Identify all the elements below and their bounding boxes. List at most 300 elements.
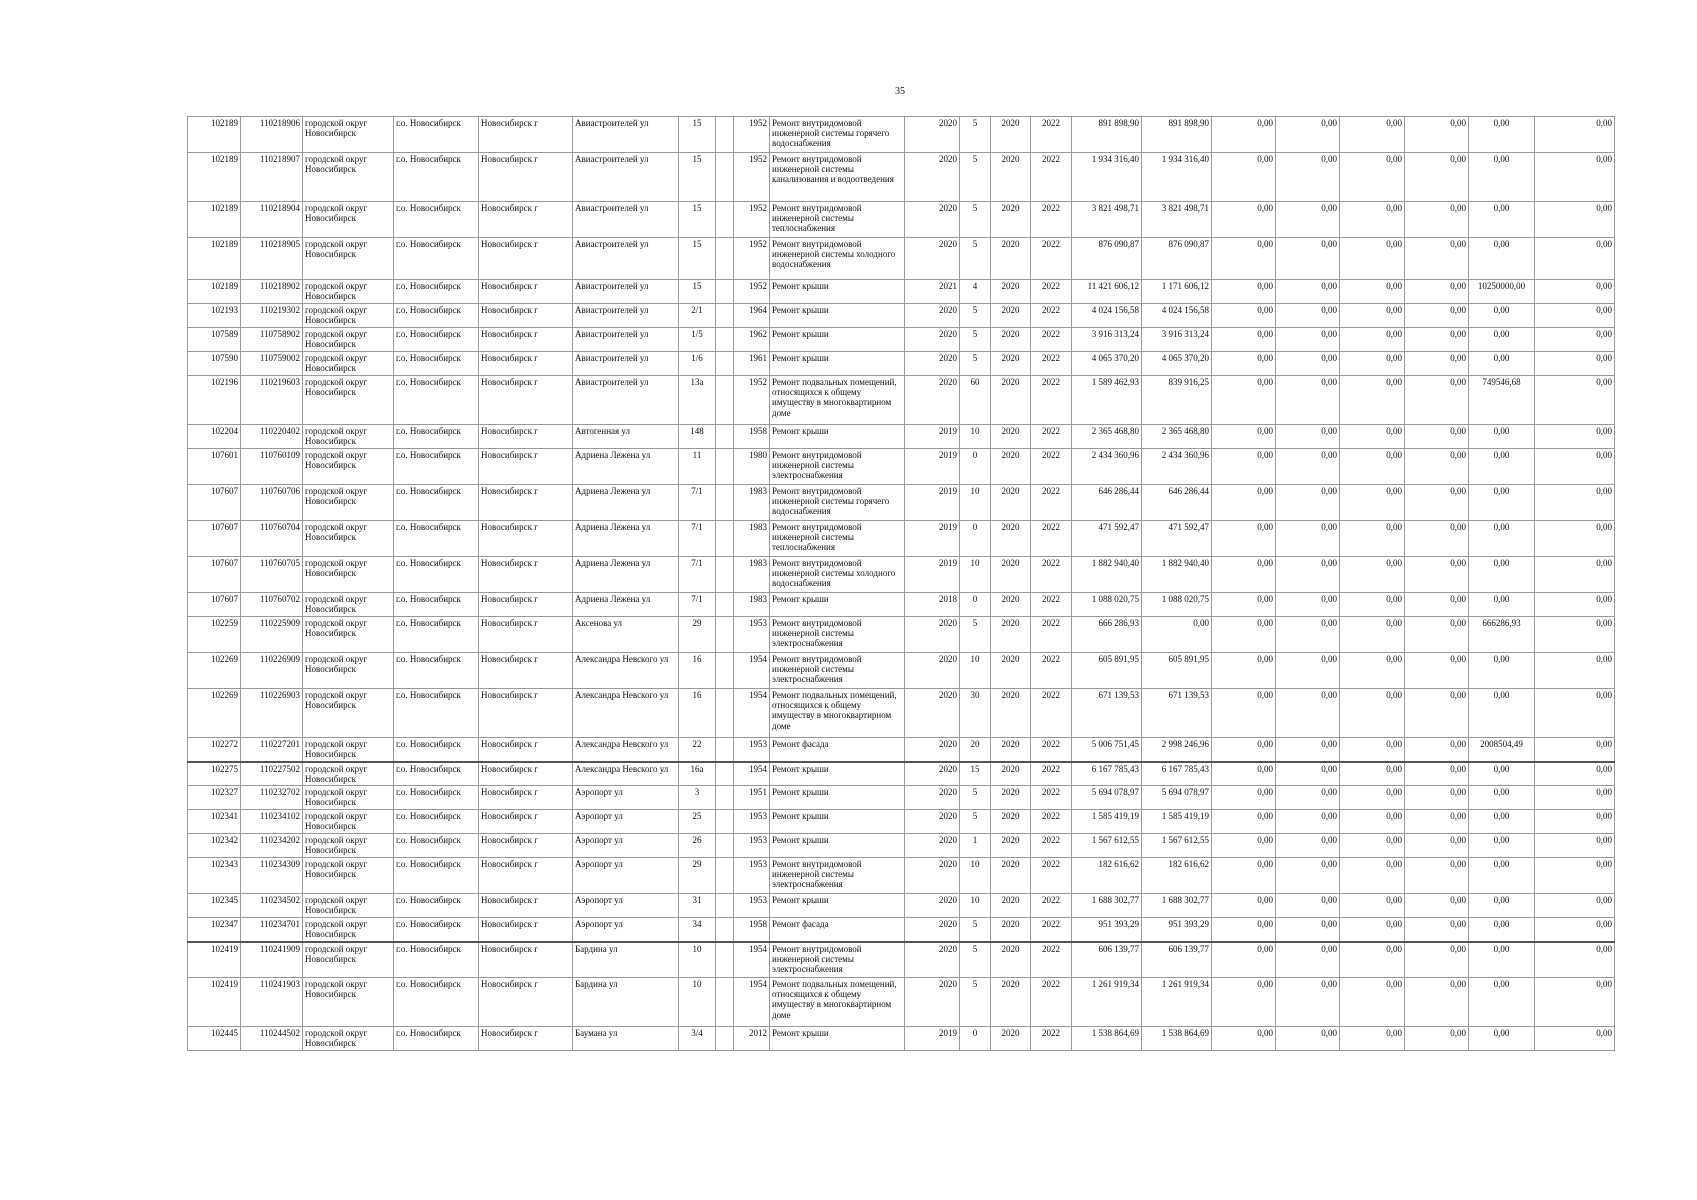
cell-extra-funds: 0,00 [1535,425,1615,449]
cell-start-year: 2020 [991,738,1031,762]
cell-end-year: 2022 [1031,425,1072,449]
table-row [188,834,1615,858]
table-row [188,617,1615,653]
cell-budget-regional: 0,00 [1276,304,1340,328]
cell-housing [716,653,734,689]
cell-total-cost: 3 821 498,71 [1072,202,1142,238]
cell-locality: Новосибирск г [479,238,573,280]
cell-budget-local: 0,00 [1340,858,1405,894]
cell-end-year: 2022 [1031,1027,1072,1051]
cell-end-year: 2022 [1031,153,1072,202]
cell-municipal-short: г.о. Новосибирск [394,653,479,689]
cell-extra-funds: 0,00 [1535,449,1615,485]
cell-budget-local: 0,00 [1340,376,1405,425]
table-row [188,1027,1615,1051]
cell-municipal-short: г.о. Новосибирск [394,617,479,653]
table-row [188,117,1615,153]
cell-work-code: 110218902 [241,280,303,304]
cell-build-year: 1958 [734,918,770,942]
cell-municipal-short: г.о. Новосибирск [394,894,479,918]
cell-work-type: Ремонт подвальных помещений, относящихся к общему имуществу в многоквартирном доме [770,978,905,1027]
cell-street: Авиастроителей ул [573,153,679,202]
cell-budget-local: 0,00 [1340,738,1405,762]
cell-street: Аэропорт ул [573,786,679,810]
cell-work-code: 110758902 [241,328,303,352]
cell-system-code: 102196 [188,376,241,425]
cell-extra-funds: 0,00 [1535,738,1615,762]
cell-street: Аксенова ул [573,617,679,653]
cell-work-code: 110232702 [241,786,303,810]
cell-system-code: 107589 [188,328,241,352]
cell-total-cost: 1 261 919,34 [1072,978,1142,1027]
cell-plan-year: 2020 [905,810,960,834]
cell-municipality: городской округ Новосибирск [303,1027,394,1051]
cell-owner-funds: 0,00 [1469,238,1535,280]
cell-end-year: 2022 [1031,978,1072,1027]
cell-work-type: Ремонт внутридомовой инженерной системы электроснабжения [770,653,905,689]
cell-extra-funds: 0,00 [1535,238,1615,280]
cell-municipal-short: г.о. Новосибирск [394,978,479,1027]
cell-other-source: 0,00 [1405,376,1469,425]
cell-house: 29 [679,617,716,653]
cell-locality: Новосибирск г [479,449,573,485]
cell-budget-local: 0,00 [1340,352,1405,376]
cell-house: 11 [679,449,716,485]
cell-work-type: Ремонт внутридомовой инженерной системы электроснабжения [770,942,905,978]
cell-work-code: 110219603 [241,376,303,425]
table-row [188,153,1615,202]
cell-system-code: 102272 [188,738,241,762]
cell-build-year: 1951 [734,786,770,810]
cell-budget-local: 0,00 [1340,834,1405,858]
cell-owner-funds: 0,00 [1469,449,1535,485]
cell-end-year: 2022 [1031,304,1072,328]
cell-locality: Новосибирск г [479,202,573,238]
cell-other-source: 0,00 [1405,485,1469,521]
cell-municipality: городской округ Новосибирск [303,786,394,810]
table-row [188,376,1615,425]
cell-municipality: городской округ Новосибирск [303,834,394,858]
cell-work-code: 110219302 [241,304,303,328]
cell-budget-regional: 0,00 [1276,280,1340,304]
cell-total-cost: 6 167 785,43 [1072,762,1142,786]
cell-work-type: Ремонт крыши [770,328,905,352]
cell-budget-federal: 0,00 [1212,485,1276,521]
cell-plan-year: 2019 [905,449,960,485]
cell-owner-funds: 0,00 [1469,978,1535,1027]
cell-plan-year: 2019 [905,521,960,557]
cell-municipal-short: г.о. Новосибирск [394,425,479,449]
cell-plan-year: 2020 [905,304,960,328]
cell-housing [716,858,734,894]
cell-owner-funds: 666286,93 [1469,617,1535,653]
cell-budget-regional: 0,00 [1276,238,1340,280]
cell-other-source: 0,00 [1405,557,1469,593]
cell-budget-federal: 0,00 [1212,858,1276,894]
cell-locality: Новосибирск г [479,918,573,942]
cell-wear-percent: 5 [960,202,991,238]
cell-other-source: 0,00 [1405,352,1469,376]
cell-build-year: 1961 [734,352,770,376]
cell-build-year: 1983 [734,485,770,521]
cell-municipality: городской округ Новосибирск [303,202,394,238]
cell-work-code: 110227201 [241,738,303,762]
cell-house: 7/1 [679,485,716,521]
cell-housing [716,449,734,485]
cell-street: Адриена Лежена ул [573,449,679,485]
cell-fund-cost: 891 898,90 [1142,117,1212,153]
cell-start-year: 2020 [991,557,1031,593]
cell-housing [716,521,734,557]
cell-municipal-short: г.о. Новосибирск [394,738,479,762]
cell-total-cost: 11 421 606,12 [1072,280,1142,304]
cell-owner-funds: 0,00 [1469,689,1535,738]
cell-total-cost: 605 891,95 [1072,653,1142,689]
cell-street: Авиастроителей ул [573,280,679,304]
cell-street: Аэропорт ул [573,810,679,834]
cell-budget-local: 0,00 [1340,593,1405,617]
cell-start-year: 2020 [991,617,1031,653]
cell-wear-percent: 5 [960,978,991,1027]
cell-street: Адриена Лежена ул [573,521,679,557]
cell-build-year: 1953 [734,894,770,918]
cell-budget-federal: 0,00 [1212,786,1276,810]
cell-municipal-short: г.о. Новосибирск [394,376,479,425]
cell-budget-local: 0,00 [1340,617,1405,653]
page-number: 35 [895,86,905,97]
table-row [188,449,1615,485]
cell-house: 3/4 [679,1027,716,1051]
cell-locality: Новосибирск г [479,834,573,858]
cell-system-code: 102342 [188,834,241,858]
cell-work-type: Ремонт крыши [770,894,905,918]
cell-start-year: 2020 [991,689,1031,738]
cell-work-code: 110241903 [241,978,303,1027]
cell-work-code: 110760702 [241,593,303,617]
cell-work-type: Ремонт подвальных помещений, относящихся к общему имуществу в многоквартирном доме [770,376,905,425]
cell-plan-year: 2020 [905,978,960,1027]
cell-total-cost: 1 088 020,75 [1072,593,1142,617]
cell-street: Авиастроителей ул [573,328,679,352]
cell-house: 148 [679,425,716,449]
cell-start-year: 2020 [991,425,1031,449]
cell-housing [716,202,734,238]
cell-other-source: 0,00 [1405,894,1469,918]
cell-plan-year: 2020 [905,834,960,858]
cell-house: 16 [679,653,716,689]
cell-municipal-short: г.о. Новосибирск [394,304,479,328]
cell-housing [716,942,734,978]
cell-start-year: 2020 [991,153,1031,202]
table-row [188,858,1615,894]
cell-other-source: 0,00 [1405,593,1469,617]
cell-start-year: 2020 [991,352,1031,376]
cell-extra-funds: 0,00 [1535,617,1615,653]
cell-budget-federal: 0,00 [1212,653,1276,689]
cell-work-type: Ремонт крыши [770,304,905,328]
cell-other-source: 0,00 [1405,238,1469,280]
cell-municipality: городской округ Новосибирск [303,557,394,593]
cell-owner-funds: 0,00 [1469,352,1535,376]
cell-municipality: городской округ Новосибирск [303,593,394,617]
cell-housing [716,425,734,449]
cell-wear-percent: 5 [960,328,991,352]
cell-fund-cost: 646 286,44 [1142,485,1212,521]
cell-budget-local: 0,00 [1340,762,1405,786]
cell-street: Александра Невского ул [573,689,679,738]
cell-extra-funds: 0,00 [1535,117,1615,153]
cell-other-source: 0,00 [1405,689,1469,738]
cell-end-year: 2022 [1031,280,1072,304]
cell-budget-federal: 0,00 [1212,280,1276,304]
cell-municipal-short: г.о. Новосибирск [394,593,479,617]
cell-wear-percent: 10 [960,425,991,449]
cell-extra-funds: 0,00 [1535,521,1615,557]
cell-wear-percent: 0 [960,521,991,557]
cell-build-year: 1952 [734,202,770,238]
cell-end-year: 2022 [1031,762,1072,786]
cell-build-year: 1964 [734,304,770,328]
cell-municipality: городской округ Новосибирск [303,521,394,557]
cell-street: Бардина ул [573,978,679,1027]
cell-system-code: 102275 [188,762,241,786]
cell-work-code: 110226903 [241,689,303,738]
cell-other-source: 0,00 [1405,1027,1469,1051]
cell-municipal-short: г.о. Новосибирск [394,449,479,485]
cell-budget-federal: 0,00 [1212,304,1276,328]
cell-total-cost: 5 006 751,45 [1072,738,1142,762]
cell-extra-funds: 0,00 [1535,1027,1615,1051]
cell-municipality: городской округ Новосибирск [303,280,394,304]
cell-housing [716,834,734,858]
cell-start-year: 2020 [991,1027,1031,1051]
cell-house: 15 [679,238,716,280]
cell-build-year: 1962 [734,328,770,352]
cell-fund-cost: 3 916 313,24 [1142,328,1212,352]
cell-fund-cost: 876 090,87 [1142,238,1212,280]
cell-owner-funds: 0,00 [1469,762,1535,786]
cell-house: 10 [679,942,716,978]
cell-house: 1/5 [679,328,716,352]
cell-plan-year: 2020 [905,918,960,942]
cell-budget-federal: 0,00 [1212,738,1276,762]
cell-system-code: 107607 [188,557,241,593]
cell-house: 34 [679,918,716,942]
cell-build-year: 1953 [734,810,770,834]
cell-street: Александра Невского ул [573,653,679,689]
cell-work-type: Ремонт внутридомовой инженерной системы теплоснабжения [770,521,905,557]
cell-build-year: 1953 [734,617,770,653]
cell-owner-funds: 0,00 [1469,786,1535,810]
cell-locality: Новосибирск г [479,485,573,521]
cell-housing [716,304,734,328]
cell-locality: Новосибирск г [479,1027,573,1051]
cell-budget-regional: 0,00 [1276,834,1340,858]
cell-work-type: Ремонт фасада [770,738,905,762]
cell-work-code: 110759002 [241,352,303,376]
cell-wear-percent: 5 [960,942,991,978]
cell-work-type: Ремонт крыши [770,834,905,858]
cell-budget-regional: 0,00 [1276,1027,1340,1051]
cell-housing [716,762,734,786]
cell-other-source: 0,00 [1405,153,1469,202]
table-row [188,978,1615,1027]
table-row [188,894,1615,918]
cell-fund-cost: 5 694 078,97 [1142,786,1212,810]
cell-end-year: 2022 [1031,689,1072,738]
cell-budget-local: 0,00 [1340,810,1405,834]
cell-plan-year: 2020 [905,762,960,786]
cell-total-cost: 4 024 156,58 [1072,304,1142,328]
cell-owner-funds: 0,00 [1469,918,1535,942]
cell-budget-local: 0,00 [1340,328,1405,352]
cell-fund-cost: 1 882 940,40 [1142,557,1212,593]
cell-work-type: Ремонт крыши [770,425,905,449]
cell-municipality: городской округ Новосибирск [303,978,394,1027]
cell-system-code: 107607 [188,521,241,557]
cell-build-year: 1952 [734,238,770,280]
cell-extra-funds: 0,00 [1535,858,1615,894]
cell-end-year: 2022 [1031,352,1072,376]
cell-end-year: 2022 [1031,521,1072,557]
cell-other-source: 0,00 [1405,617,1469,653]
cell-fund-cost: 2 434 360,96 [1142,449,1212,485]
cell-municipal-short: г.о. Новосибирск [394,786,479,810]
cell-municipality: городской округ Новосибирск [303,942,394,978]
cell-locality: Новосибирск г [479,617,573,653]
cell-owner-funds: 0,00 [1469,117,1535,153]
cell-fund-cost: 4 024 156,58 [1142,304,1212,328]
cell-work-code: 110234202 [241,834,303,858]
cell-housing [716,117,734,153]
cell-owner-funds: 0,00 [1469,304,1535,328]
cell-build-year: 1954 [734,762,770,786]
cell-wear-percent: 5 [960,238,991,280]
cell-fund-cost: 1 261 919,34 [1142,978,1212,1027]
cell-total-cost: 1 538 864,69 [1072,1027,1142,1051]
cell-municipality: городской округ Новосибирск [303,238,394,280]
cell-housing [716,918,734,942]
cell-municipal-short: г.о. Новосибирск [394,280,479,304]
cell-system-code: 102341 [188,810,241,834]
cell-end-year: 2022 [1031,376,1072,425]
cell-total-cost: 1 934 316,40 [1072,153,1142,202]
cell-budget-federal: 0,00 [1212,557,1276,593]
cell-owner-funds: 0,00 [1469,894,1535,918]
cell-locality: Новосибирск г [479,352,573,376]
cell-owner-funds: 0,00 [1469,202,1535,238]
cell-plan-year: 2020 [905,153,960,202]
cell-system-code: 107607 [188,593,241,617]
cell-budget-federal: 0,00 [1212,978,1276,1027]
cell-work-type: Ремонт внутридомовой инженерной системы электроснабжения [770,449,905,485]
table-row [188,557,1615,593]
cell-start-year: 2020 [991,834,1031,858]
cell-municipal-short: г.о. Новосибирск [394,834,479,858]
cell-end-year: 2022 [1031,918,1072,942]
cell-budget-regional: 0,00 [1276,328,1340,352]
cell-budget-local: 0,00 [1340,280,1405,304]
cell-budget-regional: 0,00 [1276,942,1340,978]
cell-locality: Новосибирск г [479,521,573,557]
cell-start-year: 2020 [991,653,1031,689]
cell-municipality: городской округ Новосибирск [303,738,394,762]
cell-budget-local: 0,00 [1340,557,1405,593]
cell-wear-percent: 10 [960,485,991,521]
cell-municipal-short: г.о. Новосибирск [394,762,479,786]
cell-work-type: Ремонт крыши [770,593,905,617]
cell-work-type: Ремонт внутридомовой инженерной системы электроснабжения [770,858,905,894]
cell-work-code: 110241909 [241,942,303,978]
cell-work-code: 110760109 [241,449,303,485]
cell-municipality: городской округ Новосибирск [303,328,394,352]
cell-work-type: Ремонт крыши [770,762,905,786]
cell-municipal-short: г.о. Новосибирск [394,942,479,978]
cell-housing [716,328,734,352]
cell-street: Аэропорт ул [573,834,679,858]
cell-municipality: городской округ Новосибирск [303,153,394,202]
cell-work-type: Ремонт крыши [770,786,905,810]
cell-extra-funds: 0,00 [1535,834,1615,858]
cell-extra-funds: 0,00 [1535,153,1615,202]
cell-plan-year: 2020 [905,202,960,238]
cell-budget-local: 0,00 [1340,918,1405,942]
cell-street: Авиастроителей ул [573,117,679,153]
cell-start-year: 2020 [991,521,1031,557]
cell-street: Авиастроителей ул [573,376,679,425]
cell-budget-regional: 0,00 [1276,894,1340,918]
cell-wear-percent: 10 [960,653,991,689]
cell-budget-federal: 0,00 [1212,918,1276,942]
cell-build-year: 1953 [734,834,770,858]
cell-house: 15 [679,153,716,202]
cell-municipality: городской округ Новосибирск [303,617,394,653]
cell-plan-year: 2020 [905,238,960,280]
cell-work-code: 110760706 [241,485,303,521]
cell-house: 26 [679,834,716,858]
cell-work-type: Ремонт внутридомовой инженерной системы горячего водоснабжения [770,485,905,521]
cell-locality: Новосибирск г [479,557,573,593]
cell-end-year: 2022 [1031,738,1072,762]
cell-municipal-short: г.о. Новосибирск [394,153,479,202]
cell-house: 10 [679,978,716,1027]
cell-municipality: городской округ Новосибирск [303,117,394,153]
cell-budget-regional: 0,00 [1276,653,1340,689]
cell-locality: Новосибирск г [479,153,573,202]
cell-end-year: 2022 [1031,449,1072,485]
cell-budget-local: 0,00 [1340,978,1405,1027]
cell-municipal-short: г.о. Новосибирск [394,117,479,153]
cell-street: Авиастроителей ул [573,304,679,328]
cell-fund-cost: 1 688 302,77 [1142,894,1212,918]
cell-system-code: 102189 [188,280,241,304]
cell-municipal-short: г.о. Новосибирск [394,1027,479,1051]
cell-budget-regional: 0,00 [1276,918,1340,942]
cell-extra-funds: 0,00 [1535,762,1615,786]
cell-other-source: 0,00 [1405,280,1469,304]
cell-build-year: 1954 [734,942,770,978]
cell-municipality: городской округ Новосибирск [303,425,394,449]
cell-total-cost: 671 139,53 [1072,689,1142,738]
cell-fund-cost: 182 616,62 [1142,858,1212,894]
cell-plan-year: 2020 [905,894,960,918]
cell-work-code: 110218905 [241,238,303,280]
cell-budget-federal: 0,00 [1212,521,1276,557]
cell-municipal-short: г.о. Новосибирск [394,557,479,593]
cell-build-year: 1954 [734,653,770,689]
cell-locality: Новосибирск г [479,328,573,352]
cell-municipality: городской округ Новосибирск [303,762,394,786]
